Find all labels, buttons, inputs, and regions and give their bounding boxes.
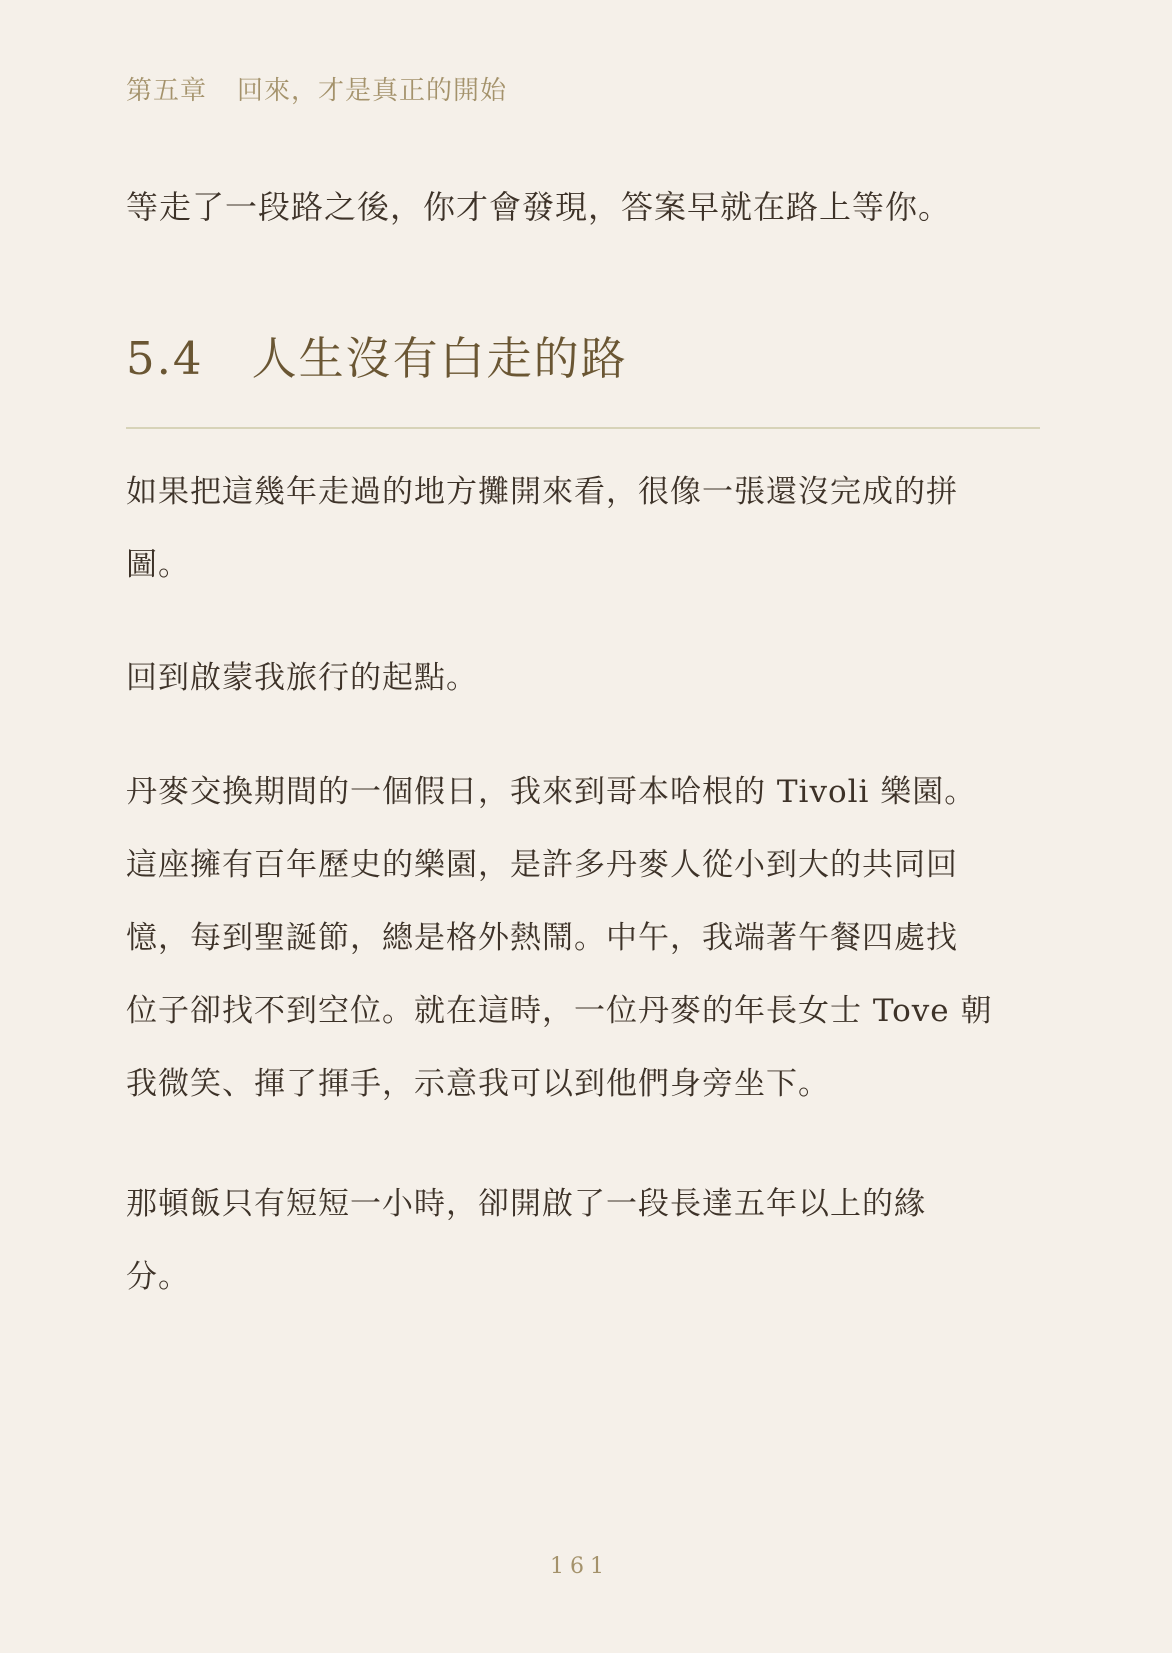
paragraph-line: 位子卻找不到空位。就在這時，一位丹麥的年長女士 Tove 朝	[126, 993, 993, 1029]
paragraph	[126, 456, 1046, 602]
paragraph-line: 分。	[126, 1259, 190, 1295]
section-heading	[126, 322, 628, 387]
chapter-number: 第五章	[126, 76, 208, 106]
page-number: 161	[550, 1554, 610, 1579]
paragraph-line: 憶，每到聖誕節，總是格外熱鬧。中午，我端著午餐四處找	[126, 920, 958, 956]
section-number: 5.4	[126, 332, 204, 385]
paragraph-line: 回到啟蒙我旅行的起點。	[126, 660, 478, 696]
paragraph-line: 圖。	[126, 547, 190, 583]
section-divider	[126, 427, 1040, 429]
chapter-title: 回來，才是真正的開始	[237, 76, 508, 106]
chapter-header	[126, 70, 507, 107]
paragraph	[126, 642, 1046, 715]
paragraph	[126, 756, 1046, 1121]
paragraph-line: 我微笑、揮了揮手，示意我可以到他們身旁坐下。	[126, 1066, 830, 1102]
paragraph-line: 這座擁有百年歷史的樂園，是許多丹麥人從小到大的共同回	[126, 847, 958, 883]
paragraph-line: 那頓飯只有短短一小時，卻開啟了一段長達五年以上的緣	[126, 1186, 926, 1222]
paragraph-line: 丹麥交換期間的一個假日，我來到哥本哈根的 Tivoli 樂園。	[126, 774, 977, 810]
paragraph-line: 如果把這幾年走過的地方攤開來看，很像一張還沒完成的拼	[126, 474, 958, 510]
section-title: 人生沒有白走的路	[251, 332, 628, 385]
lead-sentence: 等走了一段路之後，你才會發現，答案早就在路上等你。	[126, 188, 952, 226]
paragraph	[126, 1168, 1046, 1314]
